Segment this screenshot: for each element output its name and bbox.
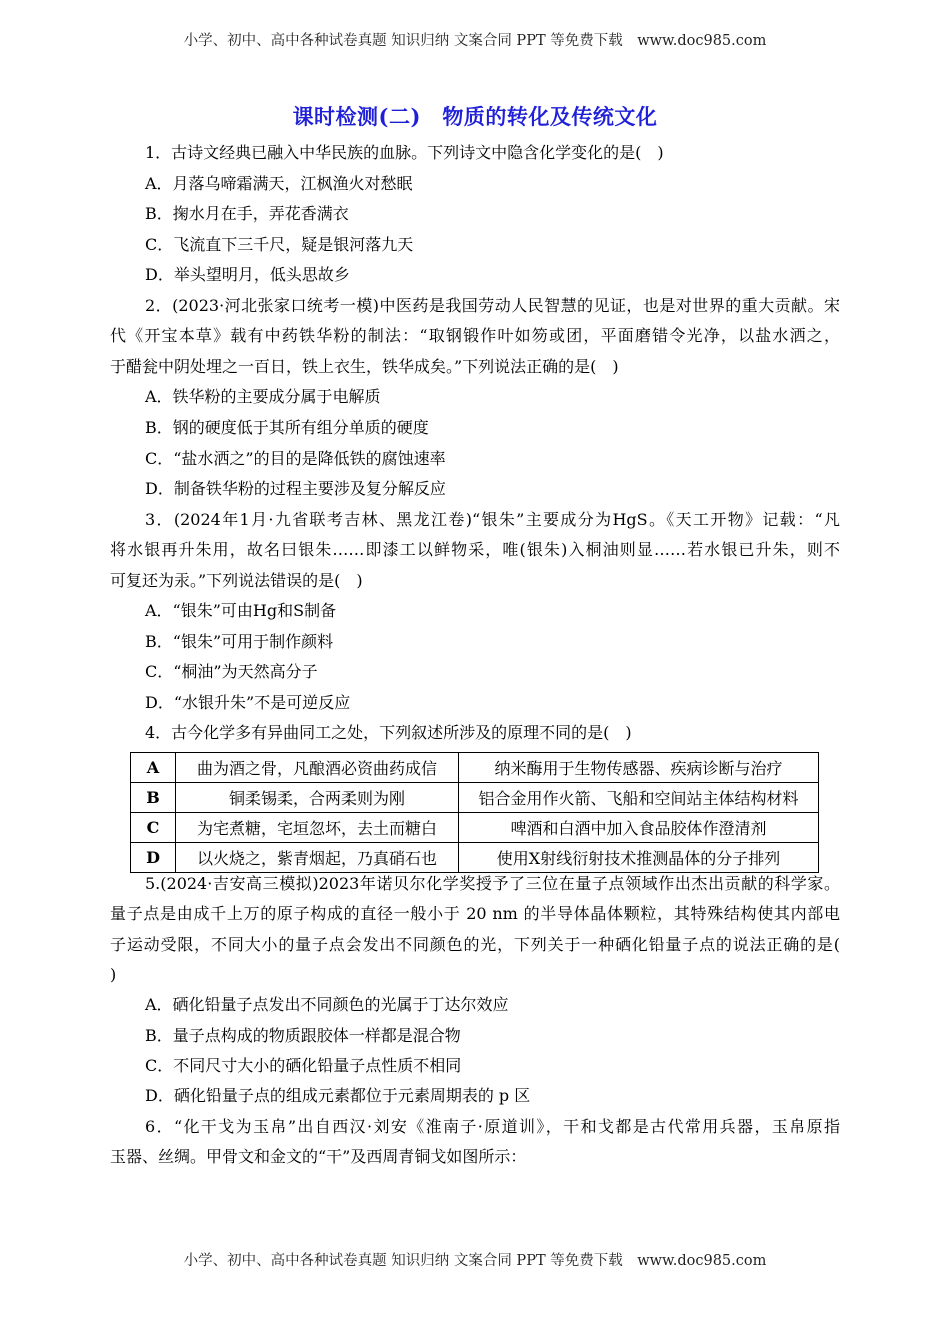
- modern-application: 纳米酶用于生物传感器、疾病诊断与治疗: [459, 753, 819, 783]
- text-line: 将水银再升朱用，故名曰银朱……即漆工以鲜物采，唯(银朱)入桐油则显……若水银已升朱，则不: [110, 540, 840, 560]
- text-line: A．月落乌啼霜满天，江枫渔火对愁眠: [145, 173, 413, 193]
- text-line: A．铁华粉的主要成分属于电解质: [145, 387, 381, 407]
- table-row: [131, 753, 819, 783]
- text-line: 2．(2023·河北张家口统考一模)中医药是我国劳动人民智慧的见证，也是对世界的重大贡献。宋: [145, 295, 840, 315]
- page-title: 课时检测(二) 物质的转化及传统文化: [292, 104, 658, 129]
- table-row: [131, 843, 819, 873]
- ancient-text: 铜柔锡柔，合两柔则为刚: [176, 783, 459, 813]
- text-line: B．钢的硬度低于其所有组分单质的硬度: [145, 417, 429, 437]
- text-line: C．飞流直下三千尺，疑是银河落九天: [145, 234, 414, 254]
- text-line: 3．(2024年1月·九省联考吉林、黑龙江卷)“银朱”主要成分为HgS。《天工开物》记载：“凡: [145, 509, 840, 529]
- text-line: 6．“化干戈为玉帛”出自西汉·刘安《淮南子·原道训》，干和戈都是古代常用兵器，玉帛原指: [145, 1116, 840, 1136]
- option-label: A: [131, 753, 176, 783]
- text-line: 4．古今化学多有异曲同工之处，下列叙述所涉及的原理不同的是( ): [145, 723, 632, 743]
- option-label: C: [131, 813, 176, 843]
- comparison-table: [130, 752, 819, 873]
- ancient-text: 为宅煮糖，宅垣忽坏，去土而糖白: [176, 813, 459, 843]
- text-line: C．“桐油”为天然高分子: [145, 662, 318, 682]
- modern-application: 铝合金用作火箭、飞船和空间站主体结构材料: [459, 783, 819, 813]
- text-line: B．“银朱”可用于制作颜料: [145, 631, 334, 651]
- text-line: 可复还为汞。”下列说法错误的是( ): [110, 570, 363, 590]
- text-line: D．举头望明月，低头思故乡: [145, 265, 350, 285]
- option-label: B: [131, 783, 176, 813]
- text-line: ): [110, 965, 117, 985]
- table-row: [131, 783, 819, 813]
- text-line: 玉器、丝绸。甲骨文和金文的“干”及西周青铜戈如图所示：: [110, 1147, 527, 1167]
- text-line: 于醋瓮中阴处埋之一百日，铁上衣生，铁华成矣。”下列说法正确的是( ): [110, 356, 619, 376]
- text-line: B．掬水月在手，弄花香满衣: [145, 204, 349, 224]
- modern-application: 使用X射线衍射技术推测晶体的分子排列: [459, 843, 819, 873]
- text-line: A．硒化铅量子点发出不同颜色的光属于丁达尔效应: [145, 995, 509, 1015]
- text-line: B．量子点构成的物质跟胶体一样都是混合物: [145, 1025, 461, 1045]
- page-footer: 小学、初中、高中各种试卷真题 知识归纳 文案合同 PPT 等免费下载 www.doc985.com: [183, 1253, 767, 1269]
- ancient-text: 以火烧之，紫青烟起，乃真硝石也: [176, 843, 459, 873]
- text-line: D．硒化铅量子点的组成元素都位于元素周期表的 p 区: [145, 1086, 531, 1106]
- table-row: [131, 813, 819, 843]
- text-line: 量子点是由成千上万的原子构成的直径一般小于 20 nm 的半导体晶体颗粒，其特殊结构使其内部电: [110, 904, 840, 924]
- text-line: 代《开宝本草》载有中药铁华粉的制法：“取钢锻作叶如笏或团，平面磨错令光净，以盐水洒之，: [110, 326, 840, 346]
- text-line: D．制备铁华粉的过程主要涉及复分解反应: [145, 479, 446, 499]
- text-line: D．“水银升朱”不是可逆反应: [145, 692, 351, 712]
- text-line: 子运动受限，不同大小的量子点会发出不同颜色的光，下列关于一种硒化铅量子点的说法正确的是(: [110, 934, 840, 954]
- text-line: 1．古诗文经典已融入中华民族的血脉。下列诗文中隐含化学变化的是( ): [145, 143, 664, 162]
- text-line: C．不同尺寸大小的硒化铅量子点性质不相同: [145, 1056, 462, 1076]
- text-line: C．“盐水洒之”的目的是降低铁的腐蚀速率: [145, 448, 446, 468]
- page-header: 小学、初中、高中各种试卷真题 知识归纳 文案合同 PPT 等免费下载 www.doc985.com: [183, 33, 767, 49]
- text-line: 5.(2024·吉安高三模拟)2023年诺贝尔化学奖授予了三位在量子点领域作出杰出贡献的科学家。: [145, 874, 840, 893]
- text-line: A．“银朱”可由Hg和S制备: [145, 601, 337, 621]
- option-label: D: [131, 843, 176, 873]
- ancient-text: 曲为酒之骨，凡酿酒必资曲药成信: [176, 753, 459, 783]
- modern-application: 啤酒和白酒中加入食品胶体作澄清剂: [459, 813, 819, 843]
